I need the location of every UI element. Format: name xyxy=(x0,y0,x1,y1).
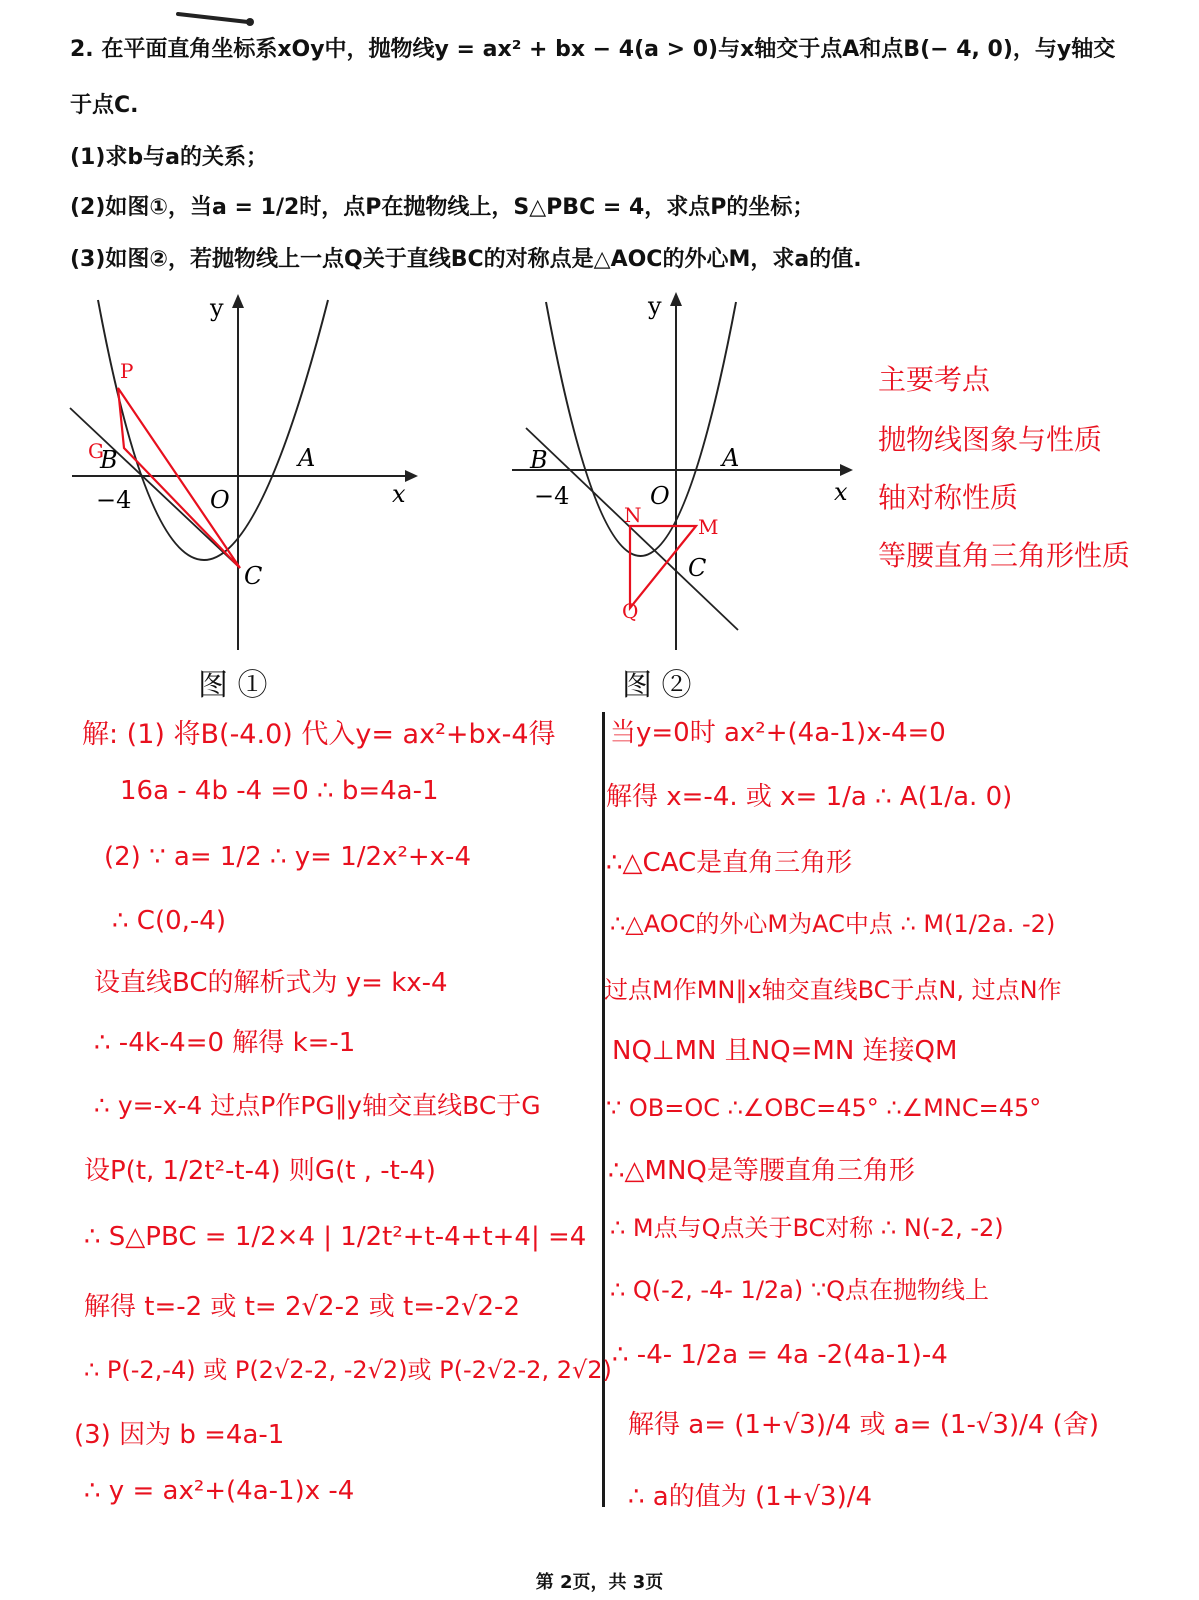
solution-left-line: 解: (1) 将B(-4.0) 代入y= ax²+bx-4得 xyxy=(82,719,556,750)
parabola xyxy=(98,300,328,560)
solution-right-line: ∴△AOC的外心M为AC中点 ∴ M(1/2a. -2) xyxy=(610,910,1056,938)
solution-right-line: ∴ a的值为 (1+√3)/4 xyxy=(628,1482,873,1512)
label-origin: O xyxy=(650,482,670,510)
key-points-title: 主要考点 xyxy=(878,363,991,396)
key-point-item: 轴对称性质 xyxy=(878,481,1019,514)
figure-1 xyxy=(60,290,420,660)
label-b: B xyxy=(530,446,548,474)
x-axis-arrow-icon xyxy=(405,470,418,482)
label-c: C xyxy=(244,562,263,590)
label-c: C xyxy=(688,554,707,582)
solution-left-line: 16a - 4b -4 =0 ∴ b=4a-1 xyxy=(120,776,439,806)
label-m: M xyxy=(698,515,719,539)
question-line-1: 2. 在平面直角坐标系xOy中，抛物线y = ax² + bx − 4(a > 0)与x轴交于点A和点B(− 4, 0)，与y轴交 xyxy=(70,37,1116,62)
solution-left-line: ∴ y=-x-4 过点P作PG∥y轴交直线BC于G xyxy=(94,1091,541,1120)
solution-right-line: 当y=0时 ax²+(4a-1)x-4=0 xyxy=(610,718,946,748)
x-axis-arrow-icon xyxy=(840,464,853,476)
solution-right-line: ∴ Q(-2, -4- 1/2a) ∵Q点在抛物线上 xyxy=(610,1276,990,1304)
label-q: Q xyxy=(622,599,639,623)
solution-right-line: ∴△MNQ是等腰直角三角形 xyxy=(608,1156,915,1186)
solution-left-line: 设直线BC的解析式为 y= kx-4 xyxy=(94,968,448,998)
solution-left-line: ∴ P(-2,-4) 或 P(2√2-2, -2√2)或 P(-2√2-2, 2√2) xyxy=(84,1356,612,1384)
solution-left-line: (3) 因为 b =4a-1 xyxy=(74,1420,285,1450)
solution-left-line: 设P(t, 1/2t²-t-4) 则G(t , -t-4) xyxy=(84,1156,436,1186)
label-x: x xyxy=(392,480,406,508)
key-point-item: 等腰直角三角形性质 xyxy=(878,539,1131,572)
solution-right-line: ∴ M点与Q点关于BC对称 ∴ N(-2, -2) xyxy=(610,1214,1004,1242)
figure-2-caption: 图 ② xyxy=(622,668,692,703)
solution-right-line: ∴△CAC是直角三角形 xyxy=(606,848,853,878)
y-axis-arrow-icon xyxy=(232,294,244,308)
label-a: A xyxy=(298,444,316,472)
y-axis-arrow-icon xyxy=(670,292,682,306)
solution-left-line: ∴ y = ax²+(4a-1)x -4 xyxy=(84,1476,355,1506)
label-n: N xyxy=(624,503,642,527)
solution-left-line: 解得 t=-2 或 t= 2√2-2 或 t=-2√2-2 xyxy=(84,1292,520,1322)
page-number: 第 2页，共 3页 xyxy=(535,1572,664,1593)
solution-left-line: (2) ∵ a= 1/2 ∴ y= 1/2x²+x-4 xyxy=(104,842,471,872)
label-origin: O xyxy=(210,486,230,514)
label-y: y xyxy=(648,292,662,320)
label-neg4: −4 xyxy=(96,486,132,514)
key-point-item: 抛物线图象与性质 xyxy=(878,423,1103,456)
solution-right-line: ∴ -4- 1/2a = 4a -2(4a-1)-4 xyxy=(612,1340,948,1370)
question-line-2: 于点C. xyxy=(70,93,139,118)
pen-mark-icon xyxy=(170,6,260,28)
figure-1-caption: 图 ① xyxy=(198,668,268,703)
label-x: x xyxy=(834,478,848,506)
solution-right-line: ∵ OB=OC ∴∠OBC=45° ∴∠MNC=45° xyxy=(606,1094,1042,1122)
label-b: B xyxy=(100,446,118,474)
label-neg4: −4 xyxy=(534,482,570,510)
solution-left-line: ∴ C(0,-4) xyxy=(112,906,226,936)
question-part-2: (2)如图①，当a = 1/2时，点P在抛物线上，S△PBC = 4，求点P的坐标； xyxy=(70,195,815,220)
solution-left-line: ∴ -4k-4=0 解得 k=-1 xyxy=(94,1028,356,1058)
label-p: P xyxy=(120,359,134,383)
question-part-1: (1)求b与a的关系； xyxy=(70,145,269,170)
column-divider xyxy=(602,712,605,1507)
solution-right-line: NQ⊥MN 且NQ=MN 连接QM xyxy=(612,1036,958,1066)
label-a: A xyxy=(722,444,740,472)
solution-right-line: 解得 x=-4. 或 x= 1/a ∴ A(1/a. 0) xyxy=(606,782,1013,812)
solution-right-line: 过点M作MN∥x轴交直线BC于点N, 过点N作 xyxy=(604,976,1062,1004)
label-g: G xyxy=(88,439,104,463)
label-y: y xyxy=(210,294,224,322)
construction-mnq xyxy=(630,526,696,608)
solution-right-line: 解得 a= (1+√3)/4 或 a= (1-√3)/4 (舍) xyxy=(628,1410,1099,1440)
triangle-pbc xyxy=(118,388,240,568)
solution-left-line: ∴ S△PBC = 1/2×4 | 1/2t²+t-4+t+4| =4 xyxy=(84,1222,587,1252)
figure-2 xyxy=(500,290,860,660)
question-part-3: (3)如图②，若抛物线上一点Q关于直线BC的对称点是△AOC的外心M，求a的值. xyxy=(70,247,862,272)
